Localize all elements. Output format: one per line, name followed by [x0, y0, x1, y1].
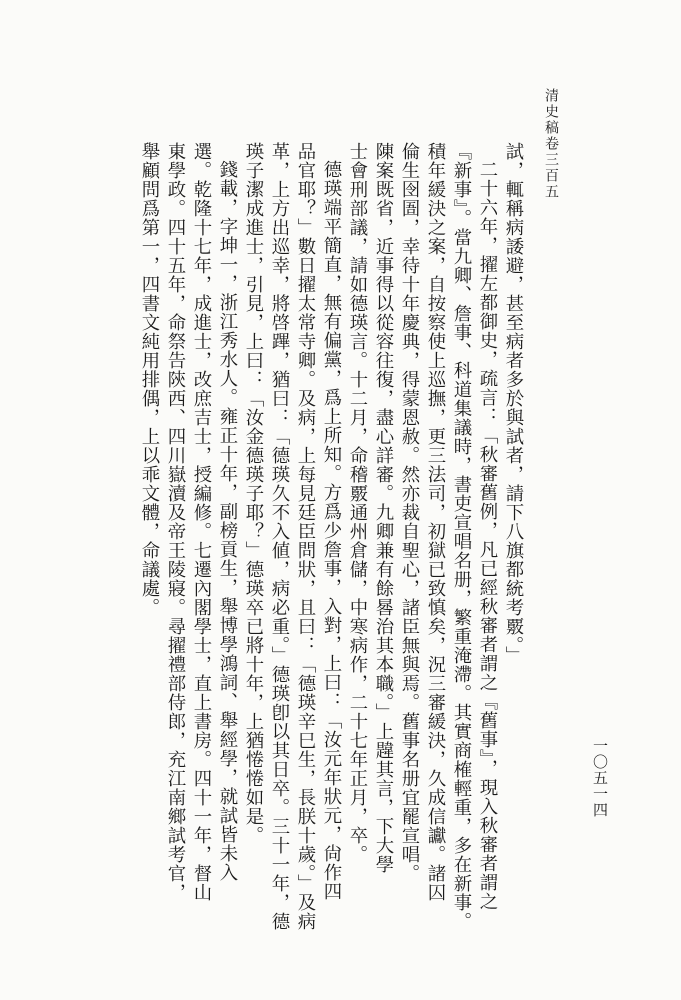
text-column: 品官耶？」數日擢太常寺卿。及病，上每見廷臣問狀，且曰：「德瑛辛巳生，長朕十歲。」及病: [295, 142, 316, 931]
text-column: 積年緩決之案，自按察使上巡撫，更三法司，初獄已致慎矣，況三審緩決，久成信讞。諸囚: [425, 142, 446, 902]
vertical-body-text: [56, 142, 526, 932]
text-column: 德瑛端平簡直，無有偏黨，爲上所知。方爲少詹事，入對，上曰：「汝元年狀元，尙作四: [321, 160, 342, 901]
text-column: 陳案既省，近事得以從容往復，盡心詳審。九卿兼有餘晷治其本職。」上韙其言，下大學: [373, 142, 394, 874]
running-header: 清史稿卷三百五: [543, 88, 559, 200]
text-column: 二十六年，擢左都御史，疏言：「秋審舊例，凡已經秋審者謂之『舊事』，現入秋審者謂之: [477, 160, 498, 911]
text-column: 選。乾隆十七年，成進士，改庶吉士，授編修。七遷內閣學士，直上書房。四十一年，督山: [191, 142, 212, 902]
text-column: 舉顧問爲第一，四書文純用排偶，上以乖文體，命議處。: [139, 142, 160, 617]
text-column: 革，上方出巡幸，將啓蹕，猶曰：「德瑛久不入値，病必重。」德瑛卽以其日卒。三十一年，德: [269, 142, 290, 931]
text-column: 東學政。四十五年，命祭告陝西、四川嶽瀆及帝王陵寢。尋擢禮部侍郎，充江南鄉試考官，: [165, 142, 186, 902]
text-column: 倫生囹圄，幸待十年慶典，得蒙恩赦。然亦裁自聖心，諸臣無與焉。舊事名册宜罷宣唱。: [399, 142, 420, 883]
text-column: 瑛子潔成進士，引見，上曰：「汝金德瑛子耶？」德瑛卒已將十年，上猶惓惓如是。: [243, 142, 264, 845]
text-column: 『新事』。當九卿、詹事、科道集議時，書吏宣唱名册，繁重淹滯。其實商榷輕重，多在新事。: [451, 142, 472, 931]
page-number: 一〇五一四: [591, 738, 609, 818]
text-column: 試，輒稱病諉避，甚至病者多於與試者，請下八旗都統考覈。」: [503, 142, 524, 665]
text-column: 錢載，字坤一，浙江秀水人。雍正十年，副榜貢生，舉博學鴻詞、舉經學，就試皆未入: [217, 160, 238, 882]
text-column: 士會刑部議，請如德瑛言。十二月，命稽覈通州倉儲，中寒病作，二十七年正月，卒。: [347, 142, 368, 864]
